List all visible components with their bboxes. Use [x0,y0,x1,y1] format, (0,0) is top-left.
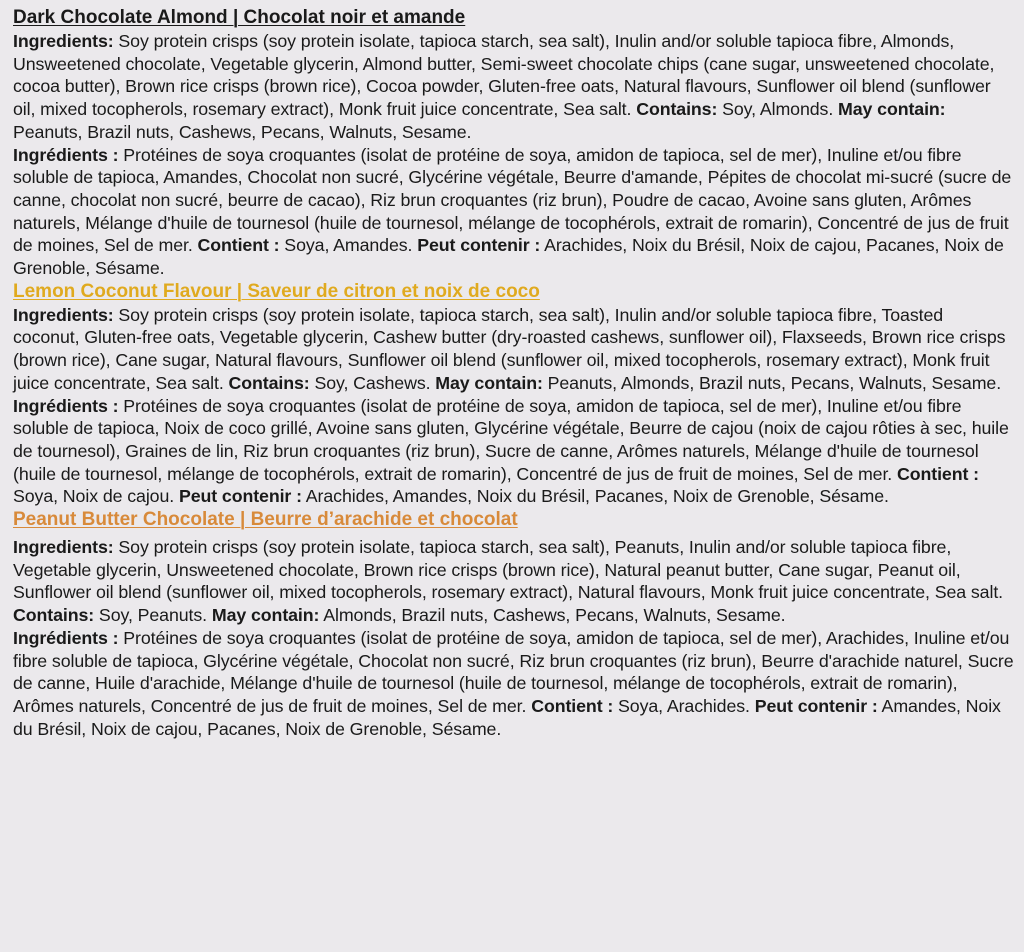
contains-text: Soy, Peanuts. [94,605,212,626]
may-contain-label: Peut contenir : [754,695,878,716]
may-contain-label: Peut contenir : [178,486,302,507]
ingredients-text: Soy protein crisps (soy protein isolate, tapioca starch, sea salt), Peanuts, Inulin and/or soluble tapioca fibre, Vegetable glycerin, Unsweetened chocolate, Brown rice crisps (brown rice), Natural peanut butter, Cane sugar, Peanut oil, Sunflower oil blend (sunflower oil, mixed tocopherols, rosemary extract), Natural flavours, Monk fruit juice concentrate, Sea salt. [13,537,1004,603]
may-contain-label: May contain: [838,99,946,120]
ingredients-text: Soy protein crisps (soy protein isolate, tapioca starch, sea salt), Inulin and/or soluble tapioca fibre, Toasted coconut, Gluten-free oats, Vegetable glycerin, Cashew butter (dry-roasted cashews, sunflower oil), Flaxseeds, Brown rice crisps (brown rice), Cane sugar, Natural flavours, Sunflower oil blend (sunflower oil, mixed tocopherols, rosemary extract), Monk fruit juice concentrate, Sea salt. [13,304,1006,393]
contains-label: Contient : [896,463,979,484]
ingredients-label: Ingrédients : [13,395,119,416]
ingredients-label: Ingrédients : [13,627,119,648]
may-contain-text: Peanuts, Almonds, Brazil nuts, Pecans, Walnuts, Sesame. [542,372,1002,393]
ingredients-text: Protéines de soya croquantes (isolat de protéine de soya, amidon de tapioca, sel de mer), Arachides, Inuline et/ou fibre soluble de tapioca, Glycérine végétale, Chocolat non sucré, Riz brun croquantes (riz brun), Beurre d'arachide naturel, Sucre de canne, Huile d'arachide, Mélange d'huile de tournesol (huile de tournesol, mélange de tocophérols, extrait de romarin), Arômes naturels, Concentré de jus de fruit de moines, Sel de mer. [13,627,1014,716]
contains-text: Soy, Cashews. [309,372,436,393]
ingredients-text: Soy protein crisps (soy protein isolate, tapioca starch, sea salt), Inulin and/or soluble tapioca fibre, Almonds, Unsweetened chocolate, Vegetable glycerin, Almond butter, Semi-sweet chocolate chips (cane sugar, unsweetened chocolate, cocoa butter), Brown rice crisps (brown rice), Cocoa powder, Gluten-free oats, Natural flavours, Sunflower oil blend (sunflower oil, mixed tocopherols, rosemary extract), Monk fruit juice concentrate, Sea salt. [13,31,995,120]
ingredients-label: Ingrédients : [13,144,119,165]
contains-text: Soya, Noix de cajou. [13,486,179,507]
section-title-lemon-coconut: Lemon Coconut Flavour | Saveur de citron et noix de coco [13,280,540,302]
may-contain-label: May contain: [211,605,320,626]
may-contain-text: Peanuts, Brazil nuts, Cashews, Pecans, Walnuts, Sesame. [13,121,472,142]
ingredients-label: Ingredients: [13,304,114,325]
ingredients-fr-peanut-butter-chocolate [13,627,1014,741]
ingredients-text: Protéines de soya croquantes (isolat de protéine de soya, amidon de tapioca, sel de mer), Inuline et/ou fibre soluble de tapioca, Noix de coco grillé, Avoine sans gluten, Glycérine végétale, Beurre de cajou (noix de cajou rôties à sec, huile de tournesol), Graines de lin, Riz brun croquantes (riz brun), Sucre de canne, Arômes naturels, Mélange d'huile de tournesol (huile de tournesol, mélange de tocophérols, extrait de romarin), Concentré de jus de fruit de moines, Sel de mer. [13,395,1009,484]
contains-label: Contains: [13,605,95,626]
contains-label: Contient : [197,235,280,256]
section-title-peanut-butter-chocolate: Peanut Butter Chocolate | Beurre d’arachide et chocolat [13,509,518,531]
may-contain-label: Peut contenir : [417,235,541,256]
ingredients-fr-lemon-coconut [13,395,1014,509]
may-contain-text: Almonds, Brazil nuts, Cashews, Pecans, Walnuts, Sesame. [319,605,786,626]
contains-label: Contient : [531,695,614,716]
may-contain-label: May contain: [435,372,543,393]
may-contain-text: Arachides, Noix du Brésil, Noix de cajou, Pacanes, Noix de Grenoble, Sésame. [13,235,1004,279]
ingredients-fr-dark-chocolate-almond [13,144,1014,280]
ingredients-label: Ingredients: [13,537,114,558]
ingredients-en-lemon-coconut [13,304,1014,395]
contains-text: Soya, Amandes. [279,235,418,256]
ingredients-text: Protéines de soya croquantes (isolat de protéine de soya, amidon de tapioca, sel de mer), Inuline et/ou fibre soluble de tapioca, Amandes, Chocolat non sucré, Glycérine végétale, Beurre d'amande, Pépites de chocolat mi-sucré (sucre de canne, chocolat non sucré, beurre de cacao), Riz brun croquantes (riz brun), Poudre de cacao, Avoine sans gluten, Arômes naturels, Mélange d'huile de tournesol (huile de tournesol, mélange de tocophérols, extrait de romarin), Concentré de jus de fruit de moines, Sel de mer. [13,144,1012,256]
contains-label: Contains: [228,372,310,393]
may-contain-text: Arachides, Amandes, Noix du Brésil, Pacanes, Noix de Grenoble, Sésame. [301,486,889,507]
contains-text: Soy, Almonds. [717,99,839,120]
ingredients-en-peanut-butter-chocolate [13,536,1014,627]
contains-label: Contains: [636,99,718,120]
ingredients-en-dark-chocolate-almond [13,30,1014,144]
ingredients-label: Ingredients: [13,31,114,51]
contains-text: Soya, Arachides. [613,695,755,716]
section-title-dark-chocolate-almond: Dark Chocolate Almond | Chocolat noir et amande [13,7,466,28]
may-contain-text: Amandes, Noix du Brésil, Noix de cajou, Pacanes, Noix de Grenoble, Sésame. [13,695,1001,739]
